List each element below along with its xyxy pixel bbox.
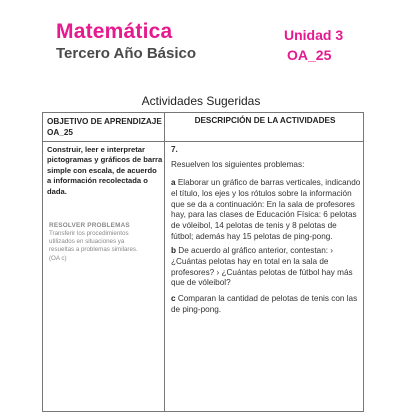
objective-code: OA_25 [287,47,332,63]
item-letter: b [171,246,177,255]
column-header-objective: OBJETIVO DE APRENDIZAJE OA_25 [47,117,162,137]
activity-item-a [171,178,361,243]
item-letter: c [171,294,176,303]
activity-number: 7. [171,145,178,154]
learning-objective-text: Construir, leer e interpretar pictogramas y gráficos de barra simple con escala, de acuerdo a información recolectada o dada. [47,145,163,196]
column-divider [164,113,165,411]
activity-item-c [171,294,361,316]
page-title: Matemática [56,20,173,43]
item-letter: a [171,178,176,187]
unit-label: Unidad 3 [284,27,344,43]
skill-title: RESOLVER PROBLEMAS [49,222,130,229]
activities-table [42,112,364,412]
header-divider [43,141,363,142]
activity-item-b [171,246,361,289]
column-header-description: DESCRIPCIÓN DE LA ACTIVIDADES [194,116,336,125]
item-text: Elaborar un gráfico de barras verticales, indicando el título, los ejes y los rótulos sobre la información que se da a continuación: En la sala de profesores hay, para las clases de Educación Física: 6 pelotas de vóleibol, 14 pelotas de tenis y 8 pelotas de fútbol; además hay 15 pelotas de ping-pong. [171,178,361,241]
course-subtitle: Tercero Año Básico [56,45,197,62]
activity-intro: Resuelven los siguientes problemas: [171,160,305,169]
section-title: Actividades Sugeridas [141,94,261,108]
item-text: De acuerdo al gráfico anterior, contestan: › ¿Cuántas pelotas hay en total en la sala de profesores? › ¿Cuántas pelotas de fútbol hay más que de vóleibol? [171,246,353,288]
item-text: Comparan la cantidad de pelotas de tenis con las de ping-pong. [171,294,358,314]
skill-description: Transferir los procedimientos utilizados en situaciones ya resueltas a problemas similares. (OA c) [49,230,138,262]
